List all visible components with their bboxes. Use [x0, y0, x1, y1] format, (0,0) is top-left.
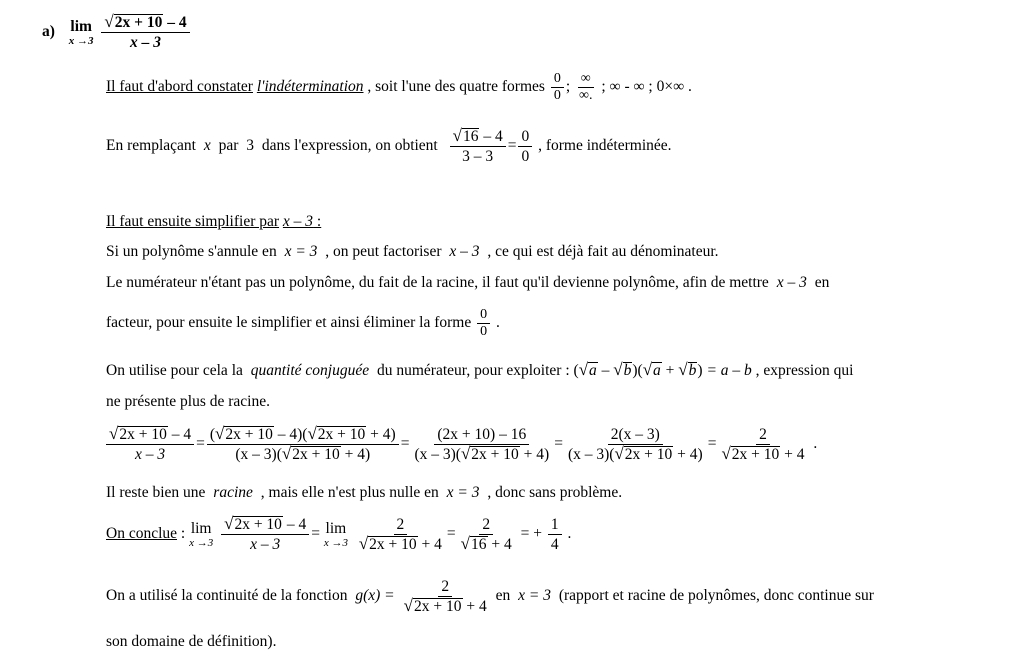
conclusion: On conclue : lim x →3 √ 2x + 10 – 4 x – 3 = lim x →3 2 √ 2x + 10 + 4 = 2 √ 16 + 4 = + $\frac{1}{4}$ .	[106, 514, 572, 553]
calc-fraction-1: √ 2x + 10 – 4 x – 3	[106, 426, 194, 463]
para-indetermination: Il faut d'abord constater l'indétermination , soit l'une des quatre formes $\frac{0}{0}$ ; $\frac{\infty}{\infty.}$ ; ∞ - ∞ ; 0×∞ .	[106, 71, 692, 103]
substitution-fraction: √ 16 – 4 3 – 3	[450, 128, 506, 165]
para-continuity: On a utilisé la continuité de la fonction g(x) = 2 √ 2x + 10 + 4 en x = 3 (rapport et racine de polynômes, donc continue sur	[106, 578, 874, 615]
part-label: a)	[42, 23, 55, 41]
calc-fraction-4: 2(x – 3) (x – 3)( √ 2x + 10 + 4)	[567, 426, 703, 463]
para-conjugate: On utilise pour cela la quantité conjuguée du numérateur, pour exploiter : ( √ a – √ b )( √ a + √ b ) = a – b , expression qui	[106, 360, 854, 379]
para-domain: son domaine de définition).	[106, 633, 277, 650]
calc-fraction-3: (2x + 10) – 16 (x – 3)( √ 2x + 10 + 4)	[414, 426, 550, 463]
para-substitution: En remplaçant x par 3 dans l'expression, on obtient √ 16 – 4 3 – 3 = $\frac{0}{0}$ , forme indéterminée.	[106, 126, 672, 165]
form-inf-over-inf: $\frac{\infty}{\infty.}$	[579, 71, 593, 103]
result-fraction: $\frac{1}{4}$	[548, 516, 562, 553]
calculation-chain: √ 2x + 10 – 4 x – 3 = ( √ 2x + 10 – 4)( √ 2x + 10 + 4) (x – 3)( √ 2x + 10 + 4) = (2x + 10) – 16 (x – 3)( √ 2x + 10 + 4) = 2(x – 3) (x – 3)( √ 2x + 10 + 4) = 2 √ 2x + 10 + 4 .	[104, 426, 817, 463]
form-zero-over-zero: $\frac{0}{0}$	[551, 72, 564, 103]
conclusion-fraction-3: 2 √ 16 + 4	[460, 516, 512, 553]
limit-operator: lim x →3	[68, 18, 94, 47]
para-simplify-heading: Il faut ensuite simplifier par x – 3 :	[106, 213, 322, 230]
limit-operator-1: lim x →3	[189, 520, 214, 549]
zero-over-zero-form: $\frac{0}{0}$	[477, 308, 490, 339]
limit-operator-2: lim x →3	[323, 520, 348, 549]
conjugate-identity: ( √ a – √ b )( √ a + √ b ) = a – b	[573, 360, 752, 379]
exercise-header	[42, 14, 192, 51]
calc-fraction-5: 2 √ 2x + 10 + 4	[721, 426, 805, 463]
limit-expression: √ 2x + 10 – 4 x – 3	[101, 14, 189, 51]
zero-over-zero: $\frac{0}{0}$	[518, 128, 532, 165]
para-no-root: ne présente plus de racine.	[106, 393, 270, 410]
conclusion-fraction-2: 2 √ 2x + 10 + 4	[358, 516, 442, 553]
g-fraction: 2 √ 2x + 10 + 4	[403, 578, 487, 615]
para-root-remains: Il reste bien une racine , mais elle n'est plus nulle en x = 3 , donc sans problème.	[106, 484, 623, 501]
para-factor-form: facteur, pour ensuite le simplifier et ainsi éliminer la forme $\frac{0}{0}$ .	[106, 307, 500, 339]
calc-fraction-2: ( √ 2x + 10 – 4)( √ 2x + 10 + 4) (x – 3)( √ 2x + 10 + 4)	[207, 426, 399, 463]
para-numerator: Le numérateur n'étant pas un polynôme, du fait de la racine, il faut qu'il devienne polynôme, afin de mettre x – 3 en	[106, 274, 830, 291]
conclusion-fraction-1: √ 2x + 10 – 4 x – 3	[221, 516, 309, 553]
para-polynomial-factor: Si un polynôme s'annule en x = 3 , on peut factoriser x – 3 , ce qui est déjà fait au dénominateur.	[106, 243, 719, 260]
